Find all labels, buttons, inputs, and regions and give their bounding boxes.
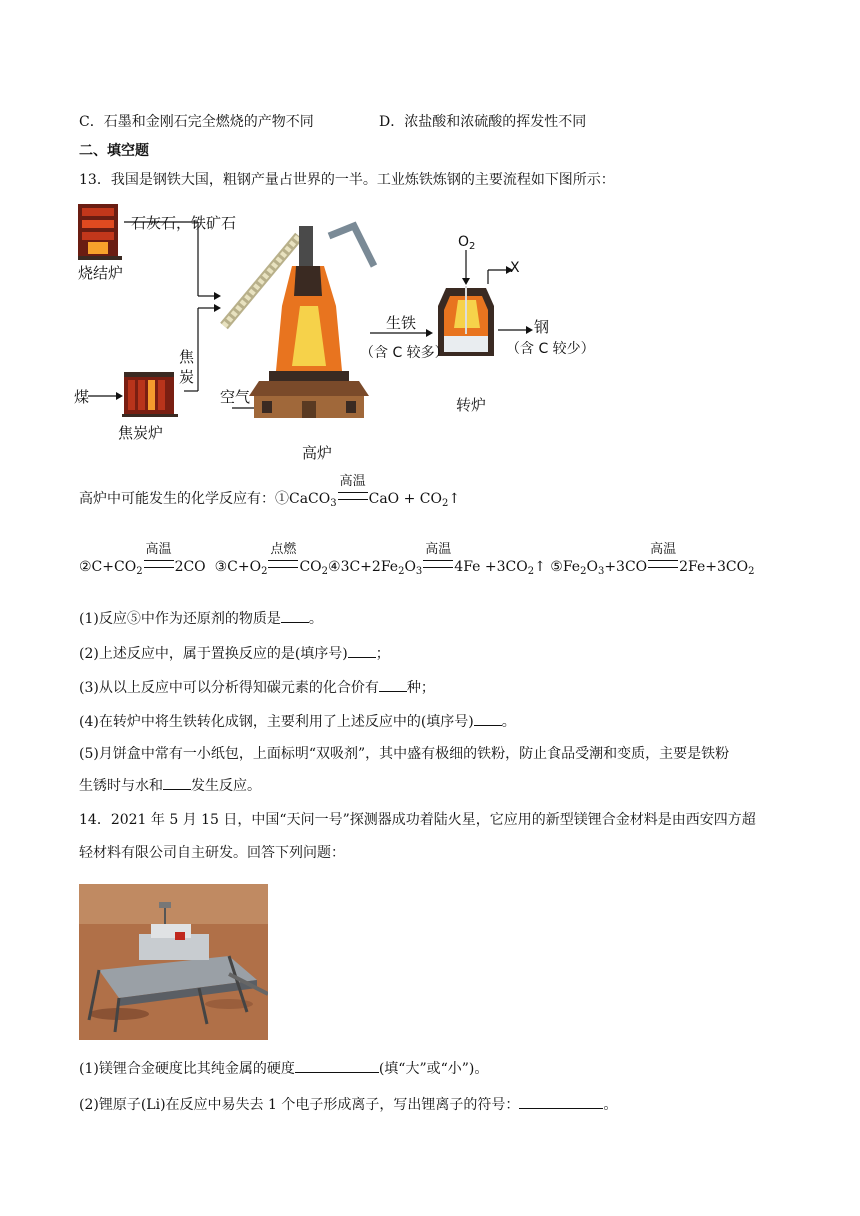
answer-blank[interactable] xyxy=(348,643,376,658)
reactions-intro: 高炉中可能发生的化学反应有：①CaCO xyxy=(79,491,331,507)
q14-part-1: (1)镁锂合金硬度比其纯金属的硬度 (填“大”或“小”)。 xyxy=(79,1058,488,1079)
q13-stem: 13．我国是钢铁大国，粗钢产量占世界的一半。工业炼铁炼钢的主要流程如下图所示： xyxy=(79,172,615,188)
q13-part-4: (4)在转炉中将生铁转化成钢，主要利用了上述反应中的(填序号) 。 xyxy=(79,711,516,732)
answer-blank[interactable] xyxy=(474,711,502,726)
coke-oven-icon xyxy=(122,372,178,417)
answer-blank[interactable] xyxy=(281,608,309,623)
answer-blank[interactable] xyxy=(295,1058,379,1073)
reaction-2: $②C+CO_2$ 高温 2CO xyxy=(79,542,206,577)
mars-lander-photo xyxy=(79,884,268,1040)
answer-blank[interactable] xyxy=(379,677,407,692)
reaction-line-1: 高炉中可能发生的化学反应有：①CaCO$_3$ 高温 CaO + $CO_2↑$ xyxy=(79,474,461,509)
coke-oven-label: 焦炭炉 xyxy=(118,424,164,442)
option-d: D．浓盐酸和浓硫酸的挥发性不同 xyxy=(379,114,587,130)
answer-blank[interactable] xyxy=(163,775,191,790)
answer-blank[interactable] xyxy=(519,1094,603,1109)
q13-part-5-line-2: 生锈时与水和 发生反应。 xyxy=(79,775,261,796)
q14-stem-line-2: 轻材料有限公司自主研发。回答下列问题： xyxy=(79,845,345,861)
sintering-furnace-icon xyxy=(78,204,122,260)
reaction-line-2 xyxy=(79,542,755,577)
q14-part-2: (2)锂原子(Li)在反应中易失去 1 个电子形成离子，写出锂离子的符号： 。 xyxy=(79,1094,617,1115)
section-title: 二、填空题 xyxy=(79,143,149,159)
steel-note: （含 C 较少） xyxy=(506,341,595,357)
x-label: X xyxy=(510,260,520,276)
sintering-furnace-label: 烧结炉 xyxy=(78,264,124,282)
reaction-1-condition: 高温 xyxy=(338,489,368,509)
pig-iron-label: 生铁 xyxy=(386,314,417,332)
mars-lander-graphic xyxy=(79,884,268,1040)
coke-label-2: 炭 xyxy=(179,368,195,386)
option-c: C．石墨和金刚石完全燃烧的产物不同 xyxy=(79,114,314,130)
reaction-3: $③C+O_2$ 点燃 $CO_2$ xyxy=(214,542,329,577)
air-label: 空气 xyxy=(220,388,251,406)
q13-part-5-line-1: (5)月饼盒中常有一小纸包，上面标明“双吸剂”，其中盛有极细的铁粉，防止食品受潮和变质，主要是铁粉 xyxy=(79,746,730,762)
reaction-5: $⑤Fe_2O_3+3CO$ 高温 $2Fe+3CO_2$ xyxy=(550,542,755,577)
o2-label: $O_2$ xyxy=(458,234,476,252)
reaction-4: $④3C+2Fe_2O_3$ 高温 $4Fe +3CO_2↑$ xyxy=(328,542,546,577)
blast-furnace-label: 高炉 xyxy=(302,444,333,462)
pig-iron-note: （含 C 较多） xyxy=(360,345,449,361)
ironmaking-flow-diagram xyxy=(74,196,614,461)
q13-part-3: (3)从以上反应中可以分析得知碳元素的化合价有 种； xyxy=(79,677,435,698)
q14-stem-line-1: 14．2021 年 5 月 15 日，中国“天问一号”探测器成功着陆火星，它应用的新型镁锂合金材料是由西安四方超 xyxy=(79,812,756,828)
q13-part-2: (2)上述反应中，属于置换反应的是(填序号) ； xyxy=(79,643,390,664)
coal-label: 煤 xyxy=(74,388,90,406)
converter-label: 转炉 xyxy=(456,396,487,414)
feed-label: 石灰石，铁矿石 xyxy=(131,214,237,232)
steel-label: 钢 xyxy=(534,318,550,336)
coke-label-1: 焦 xyxy=(179,348,195,366)
q13-part-1: (1)反应⑤中作为还原剂的物质是 。 xyxy=(79,608,323,629)
